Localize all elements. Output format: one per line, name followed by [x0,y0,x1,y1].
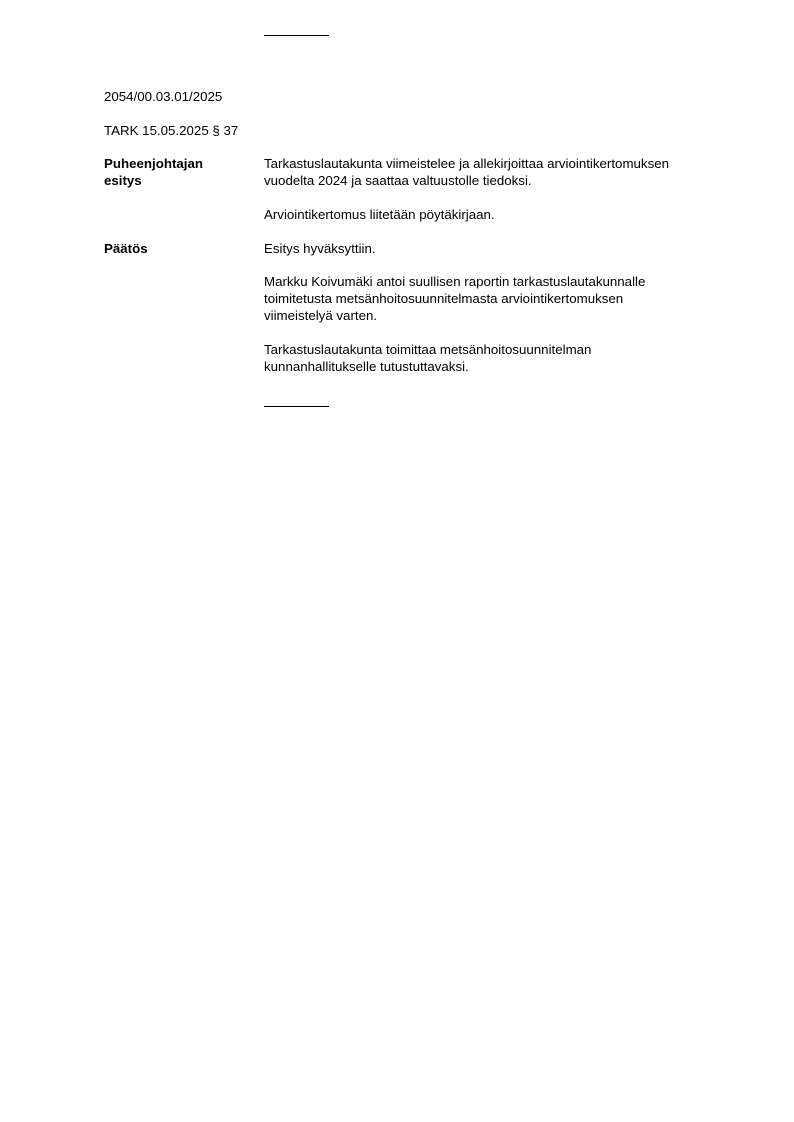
decision-forwarding-line: kunnanhallitukselle tutustuttavaksi. [264,359,469,374]
proposal-attachment-note: Arviointikertomus liitetään pöytäkirjaan. [264,207,495,222]
proposal-label-line: Puheenjohtajan [104,156,203,171]
proposal-paragraph-line: Tarkastuslautakunta viimeistelee ja allekirjoittaa arviointikertomuksen [264,156,670,171]
bottom-separator-line [264,406,329,407]
decision-report-line: Markku Koivumäki antoi suullisen raportin tarkastuslautakunnalle [264,274,646,289]
decision-report-line: toimitetusta metsänhoitosuunnitelmasta arviointikertomuksen [264,291,624,306]
decision-result: Esitys hyväksyttiin. [264,241,376,256]
meeting-reference: TARK 15.05.2025 § 37 [104,123,239,138]
decision-report-paragraph [264,273,724,324]
decision-report-line: viimeistelyä varten. [264,308,378,323]
top-separator-line [264,35,329,36]
proposal-label-line: esitys [104,173,142,188]
decision-label: Päätös [104,241,148,256]
proposal-paragraph [264,155,724,189]
proposal-label [104,155,254,189]
decision-forwarding-paragraph [264,341,724,375]
decision-forwarding-line: Tarkastuslautakunta toimittaa metsänhoitosuunnitelman [264,342,592,357]
proposal-paragraph-line: vuodelta 2024 ja saattaa valtuustolle tiedoksi. [264,173,532,188]
reference-number: 2054/00.03.01/2025 [104,89,223,104]
